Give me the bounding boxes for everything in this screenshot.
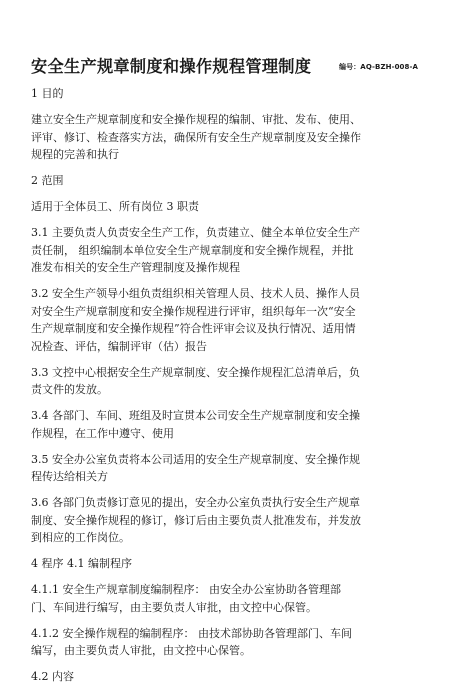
paragraph-gap <box>31 355 437 364</box>
text-line: 2 范围 <box>31 174 64 187</box>
paragraph-gap <box>31 277 437 286</box>
text-line: 3.6 各部门负责修订意见的提出，安全办公室负责执行安全生产规章 <box>31 496 360 509</box>
paragraph-gap <box>31 442 437 451</box>
paragraph <box>31 494 437 547</box>
text-line: 1 目的 <box>31 87 64 100</box>
text-line: 评审、修订、检查落实方法，确保所有安全生产规章制度及安全操作 <box>31 130 361 144</box>
text-line: 3.2 安全生产领导小组负责组织相关管理人员、技术人员、操作人员 <box>31 287 360 300</box>
paragraph <box>31 581 437 616</box>
text-line: 门、车间进行编写，由主要负责人审批，由文控中心保管。 <box>31 600 317 614</box>
text-line: 3.3 文控中心根据安全生产规章制度、安全操作规程汇总清单后，负 <box>31 365 360 379</box>
paragraph <box>31 198 437 216</box>
paragraph-gap <box>31 660 437 669</box>
paragraph-gap <box>31 616 437 625</box>
text-line: 生产规章制度和安全操作规程”符合性评审会议及执行情况、适用情 <box>31 322 356 335</box>
text-line: 对安全生产规章制度和安全操作规程进行评审，组织每年一次“安全 <box>31 304 356 318</box>
document-body <box>31 85 437 686</box>
text-line: 程传达给相关方 <box>31 470 108 483</box>
text-line: 建立安全生产规章制度和安全操作规程的编制、审批、发布、使用、 <box>31 113 361 126</box>
paragraph <box>31 85 437 103</box>
paragraph <box>31 451 437 486</box>
paragraph <box>31 407 437 442</box>
text-line: 责文件的发放。 <box>31 383 108 396</box>
paragraph-gap <box>31 216 437 225</box>
text-line: 3.4 各部门、车间、班组及时宣贯本公司安全生产规章制度和安全操 <box>31 409 360 422</box>
text-line: 准发布相关的安全生产管理制度及操作规程 <box>31 261 240 274</box>
text-line: 况检查、评估，编制评审（估）报告 <box>31 339 207 353</box>
paragraph-gap <box>31 486 437 495</box>
document-number: 编号：AQ-BZH-008-A <box>339 63 419 71</box>
text-line: 责任制， 组织编制本单位安全生产规章制度和安全操作规程，并批 <box>31 243 354 257</box>
text-line: 到相应的工作岗位。 <box>31 531 130 544</box>
paragraph <box>31 625 437 660</box>
text-line: 编写，由主要负责人审批，由文控中心保管。 <box>31 644 251 657</box>
text-line: 适用于全体员工、所有岗位 3 职责 <box>31 200 199 213</box>
document-title: 安全生产规章制度和操作规程管理制度 <box>31 57 312 76</box>
paragraph <box>31 111 437 164</box>
paragraph <box>31 285 437 355</box>
text-line: 3.5 安全办公室负责将本公司适用的安全生产规章制度、安全操作规 <box>31 452 360 466</box>
paragraph <box>31 172 437 190</box>
paragraph <box>31 364 437 399</box>
paragraph-gap <box>31 547 437 556</box>
paragraph-gap <box>31 399 437 408</box>
paragraph-gap <box>31 164 437 173</box>
text-line: 4.1.2 安全操作规程的编制程序： 由技术部协助各管理部门、车间 <box>31 626 352 640</box>
paragraph-gap <box>31 103 437 112</box>
text-line: 4.2 内容 <box>31 670 74 683</box>
paragraph-gap <box>31 573 437 582</box>
text-line: 规程的完善和执行 <box>31 148 119 161</box>
text-line: 作规程，在工作中遵守、使用 <box>31 426 174 440</box>
text-line: 4.1.1 安全生产规章制度编制程序： 由安全办公室协助各管理部 <box>31 583 341 596</box>
text-line: 制度、安全操作规程的修订，修订后由主要负责人批准发布，并发放 <box>31 513 361 527</box>
paragraph <box>31 668 437 686</box>
text-line: 3.1 主要负责人负责安全生产工作，负责建立、健全本单位安全生产 <box>31 226 360 239</box>
paragraph-gap <box>31 190 437 199</box>
paragraph <box>31 224 437 277</box>
paragraph <box>31 555 437 573</box>
text-line: 4 程序 4.1 编制程序 <box>31 557 132 570</box>
title-row <box>31 56 435 84</box>
